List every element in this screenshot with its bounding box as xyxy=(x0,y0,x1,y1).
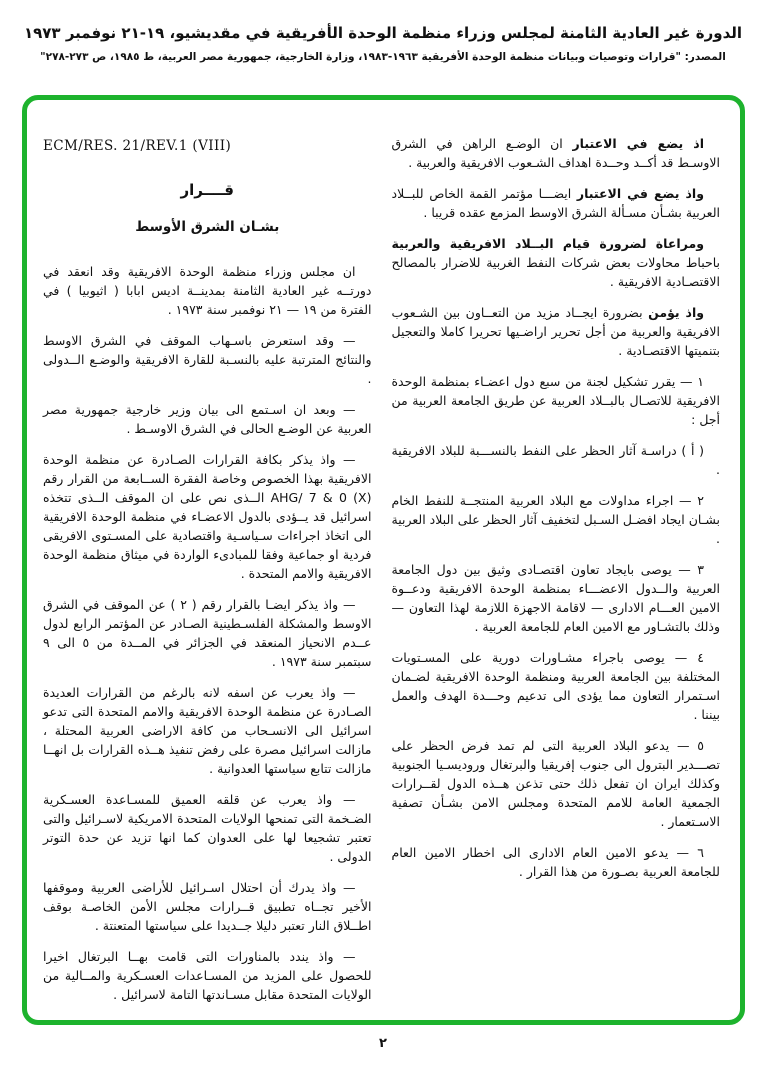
paragraph: ان مجلس وزراء منظمة الوحدة الافريقية وقد انعقد في دورتــه غير العادية الثامنة بمدينــة اديس ابابا ( اثيوبيا ) في الفترة من ١٩ — ٢١ نوفمبر سنة ١٩٧٣ . xyxy=(43,263,372,317)
page-footer xyxy=(0,1036,766,1051)
header-source-line: المصدر: "قرارات وتوصيات وبيانات منظمة الوحدة الأفريقية ١٩٦٣-١٩٨٣، وزارة الخارجية، جمهورية مصر العربية، ط ١٩٨٥، ص ٢٧٣-٢٧٨" xyxy=(40,51,726,63)
paragraph: ٤ — يوصى باجراء مشـاورات دورية على المسـتويات المختلفة بين الجامعة العربية ومنظمة الوحدة الافريقية لضـمان اسـتمرار التعاون مما يؤدى الى تدعيم وحـــدة الهدف والعمل بيننا . xyxy=(391,650,720,722)
paragraph: — وبعد ان اسـتمع الى بيان وزير خارجية جمهورية مصر العربية عن الوضـع الحالى في الشرق الاوسـط . xyxy=(43,401,372,436)
page-header xyxy=(0,0,766,63)
left-column xyxy=(43,134,372,1006)
resolution-title: قــــرار xyxy=(180,180,234,199)
resolution-reference: ECM/RES. 21/REV.1 (VIII) xyxy=(43,138,232,154)
paragraph: ١ — يقرر تشكيل لجنة من سبع دول اعضـاء بمنظمة الوحدة الافريقية للاتصـال بالبــلاد العربية عن طريق الجامعة العربية من أجل : xyxy=(391,374,720,427)
document-frame xyxy=(22,95,745,1025)
left-column-paragraphs xyxy=(43,262,372,1004)
paragraph: ٦ — يدعو الامين العام الادارى الى اخطار الامين العام للجامعة العربية بصـورة من هذا القرار . xyxy=(391,845,720,879)
paragraph: ٥ — يدعو البلاد العربية التى لم تمد فرض الحظر على تصـــدير البترول الى جنوب إفريقيا والبرتغال وروديسـيا الجنوبية وكذلك ايران ان تفعل ذلك حتى تذعن هــذه الدول لقــرارات الجمعية العامة للامم المتحدة ومجلس الامن بشـأن تصفية الاسـتعمار . xyxy=(391,738,720,829)
resolution-subtitle: بشـان الشرق الأوسط xyxy=(135,219,280,236)
paragraph: ٢ — اجراء مداولات مع البلاد العربية المنتجــة للنفط الخام بشـان ايجاد افضـل السـبل لتخفيف آثار الحظر على البلاد العربية . xyxy=(391,493,720,546)
header-session-title: الدورة غير العادية الثامنة لمجلس وزراء منظمة الوحدة الأفريقية في مقديشيو، ١٩-٢١ نوفمبر ١٩٧٣ xyxy=(23,24,743,42)
paragraph: — واذ يعرب عن قلقه العميق للمسـاعدة العسـكرية الضـخمة التى تمنحها الولايات المتحدة الامريكية لاسـرائيل والتى تعتبر تشجيعا لها على العدوان كما انها تزيد عن حدة التوتر الدولى . xyxy=(43,791,372,864)
paragraph: ( أ ) دراسـة آثار الحظر على النفط بالنســـبة للبلاد الافريقية . xyxy=(391,443,720,477)
paragraph-bold-lead: ومراعاة لضرورة قيام البــلاد الافريقية والعربية xyxy=(391,236,704,251)
right-column xyxy=(392,134,721,1006)
paragraph: — وقد استعرض باسـهاب الموقف في الشرق الاوسط والنتائج المترتبة عليه بالنسـبة للقارة الافريقية والوضـع الــدولى . xyxy=(43,332,372,386)
paragraph: ومراعاة لضرورة قيام البــلاد الافريقية والعربية باحباط محاولات بعض شركات النفط الغربية للاضرار بالمصالح الاقتصـادية الافريقية . xyxy=(391,236,720,289)
paragraph: واذ يؤمن بضرورة ايجــاد مزيد من التعــاون بين الشـعوب الافريقية والعربية من أجل تحرير اراضـيها تحريرا كاملا والتعجيل بتنميتها الاقتصـادية . xyxy=(391,305,720,358)
paragraph: ٣ — يوصى بايجاد تعاون اقتصـادى وثيق بين دول الجامعة العربية والــدول الاعضـــاء بمنظمة الوحدة الافريقية ودعــوة الامين العـــام الادارى — لاقامة الاجهزة اللازمة لهذا التعاون — وذلك بالتشـاور مع الامين العام للجامعة العربية . xyxy=(391,562,720,634)
paragraph: — واذ يندد بالمناورات التى قامت بهــا البرتغال اخيرا للحصول على المزيد من المسـاعدات العسـكرية والمــالية من الولايات المتحدة مقابل مسـاندتها التامة لاسرائيل . xyxy=(43,948,372,1002)
right-column-paragraphs xyxy=(392,134,721,881)
paragraph-bold-lead: واذ يضع في الاعتبار xyxy=(576,186,704,201)
paragraph-bold-lead: واذ يؤمن xyxy=(648,305,704,320)
paragraph: اذ يضع في الاعتبار ان الوضـع الراهن في الشرق الاوسـط قد أكــد وحــدة اهداف الشـعوب الافريقية والعربية . xyxy=(391,136,720,170)
paragraph-bold-lead: اذ يضع في الاعتبار xyxy=(572,136,704,151)
page-number: ٢ xyxy=(379,1036,387,1051)
paragraph: — واذ يذكر ايضـا بالقرار رقم ( ٢ ) عن الموقف في الشرق الاوسط والمشكلة الفلسـطينية الصـادر عن المؤتمر الرابع لدول عــدم الانحياز المنعقد في الجزائر في المــدة من ٥ الى ٩ سبتمبر سنة ١٩٧٣ . xyxy=(43,596,372,669)
paragraph: واذ يضع في الاعتبار ايضـــا مؤتمر القمة الخاص للبــلاد العربية بشـأن مسـألة الشرق الاوسط المزمع عقده قريبا . xyxy=(391,186,720,220)
paragraph: — واذ يذكر بكافة القرارات الصـادرة عن منظمة الوحدة الافريقية بهذا الخصوص وخاصة الفقرة الســابعة من القرار رقم ‎AHG/ 7 & 0 (X)‎ الــذى نص على ان الموقف الــذى تتخذه اسرائيل قد يــؤدى بالدول الاعضـاء في منظمة الوحدة الافريقية الى اتخاذ اجراءات سـياسـية واقتصادية على المسـتوى الافريقى فردية او جماعية وفقا للمبادىء الواردة في ميثاق منظمة الوحدة الافريقية والامم المتحدة . xyxy=(43,451,372,581)
paragraph: — واذ يعرب عن اسفه لانه بالرغم من القرارات العديدة الصـادرة عن منظمة الوحدة الافريقية والامم المتحدة التى تدعو اسرائيل الى الانسـحاب من كافة الاراضى العربية المحتلة ، مازالت اسرائيل مصرة على رفض تنفيذ هــذه القرارات بل انهــا مازالت تتابع سياستها العدوانية . xyxy=(43,684,372,776)
paragraph: — واذ يدرك أن احتلال اسـرائيل للأراضى العربية وموقفها الأخير تجــاه تطبيق قــرارات مجلس الأمن الخاصـة بوقف اطــلاق النار تعتبر دليلا جــديدا على سياستها المتعنتة . xyxy=(43,879,372,933)
